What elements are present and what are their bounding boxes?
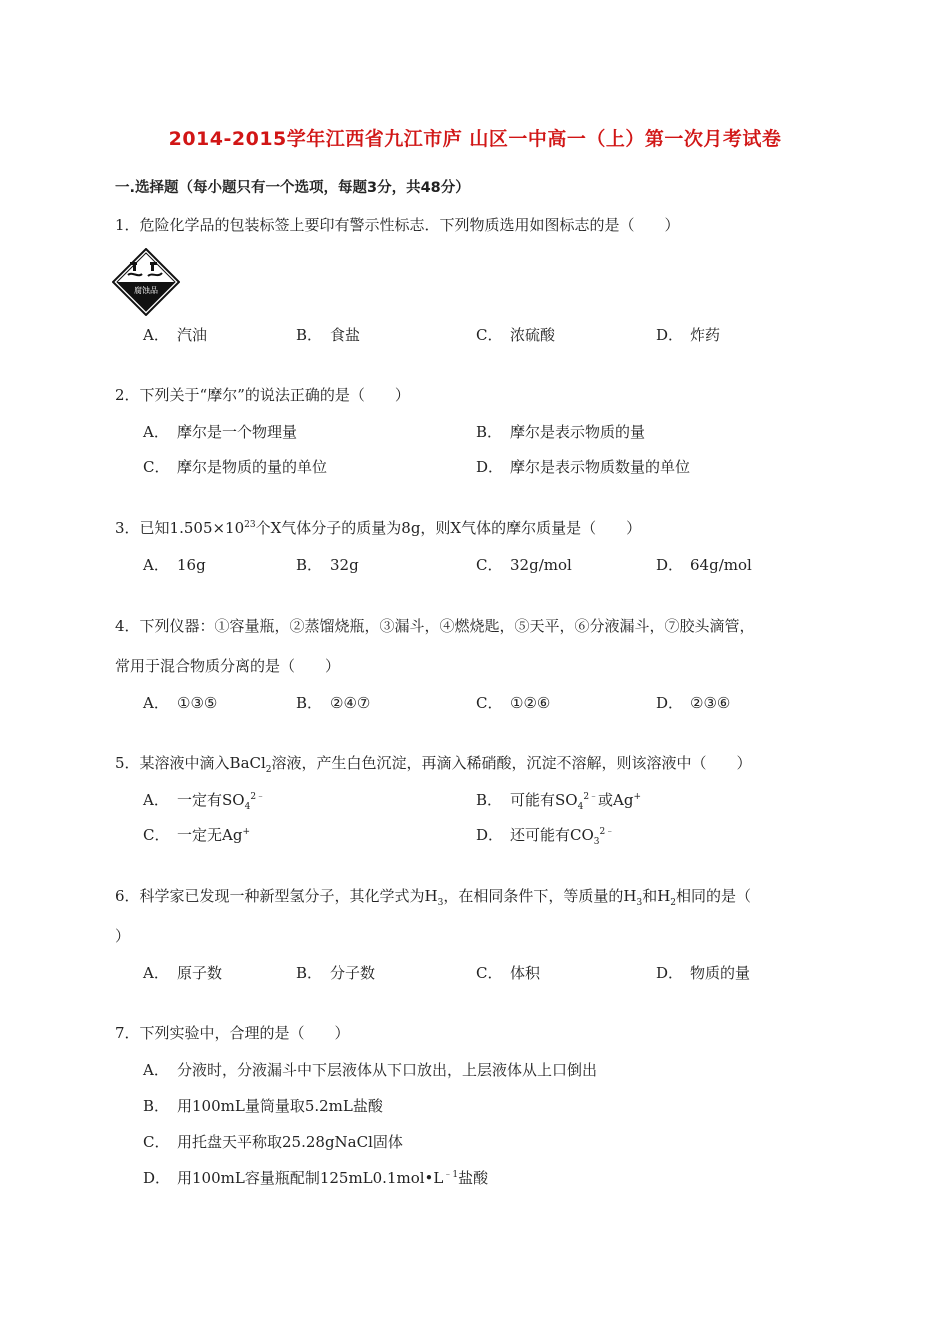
question-4-stem-line1: 4．下列仪器：①容量瓶，②蒸馏烧瓶，③漏斗，④燃烧匙，⑤天平，⑥分液漏斗，⑦胶头滴管， [115,617,755,635]
q3-option-a[interactable]: A． 16g [143,556,206,574]
q6-option-c[interactable]: C． 体积 [476,964,541,982]
q7-option-b[interactable]: B． 用100mL量筒量取5.2mL盐酸 [143,1097,383,1115]
q2-option-a[interactable]: A． 摩尔是一个物理量 [143,423,298,441]
question-5-stem: 5．某溶液中滴入BaCl$_2$溶液，产生白色沉淀，再滴入稀硝酸，沉淀不溶解，则该溶液中（ ） [115,754,752,775]
question-6-stem-line2: ） [115,927,131,945]
q4-option-d[interactable]: D． ②③⑥ [656,694,731,712]
q1-option-a[interactable]: A． 汽油 [143,326,208,344]
hazard-sign-label: 腐蚀品 [134,286,158,295]
q1-option-d[interactable]: D． 炸药 [656,326,721,344]
page-title: 2014-2015学年江西省九江市庐 山区一中高一（上）第一次月考试卷 [168,128,782,150]
question-6-stem: 6．科学家已发现一种新型氢分子，其化学式为$H_3$，在相同条件下，等质量的$H_3$和$H_2$相同的是（ [115,887,752,908]
q6-option-a[interactable]: A． 原子数 [143,964,223,982]
q2-option-b[interactable]: B． 摩尔是表示物质的量 [476,423,646,441]
q4-option-b[interactable]: B． ②④⑦ [296,694,371,712]
q5-option-c[interactable]: C． 一定无Ag+ [143,826,250,844]
corrosive-hazard-sign-icon [112,248,180,316]
q6-option-d[interactable]: D． 物质的量 [656,964,751,982]
q7-option-c[interactable]: C． 用托盘天平称取25.28gNaCl固体 [143,1133,403,1151]
q5-option-b[interactable]: B． 可能有$SO_4^{2﹣}$或Ag+ [476,791,642,812]
q2-option-d[interactable]: D． 摩尔是表示物质数量的单位 [476,458,691,476]
question-1-stem: 1．危险化学品的包装标签上要印有警示性标志．下列物质选用如图标志的是（ ） [115,216,680,234]
q5-option-a[interactable]: A． 一定有$SO_4^{2﹣}$ [143,791,266,812]
q7-option-d[interactable]: D． 用100mL容量瓶配制$125mL0.1mol•L^{﹣1}$盐酸 [143,1169,489,1187]
question-4-stem-line2: 常用于混合物质分离的是（ ） [115,657,341,675]
section-heading: 一.选择题（每小题只有一个选项，每题3分，共48分） [115,180,470,196]
q3-option-d[interactable]: D． 64g/mol [656,556,752,574]
q1-option-b[interactable]: B． 食盐 [296,326,361,344]
q7-option-a[interactable]: A． 分液时，分液漏斗中下层液体从下口放出，上层液体从上口倒出 [143,1061,598,1079]
q5-option-d[interactable]: D． 还可能有$CO_3^{2﹣}$ [476,826,615,847]
q3-option-c[interactable]: C． 32g/mol [476,556,572,574]
q1-option-c[interactable]: C． 浓硫酸 [476,326,556,344]
question-7-stem: 7．下列实验中，合理的是（ ） [115,1024,350,1042]
question-2-stem: 2．下列关于“摩尔”的说法正确的是（ ） [115,386,410,404]
q6-option-b[interactable]: B． 分子数 [296,964,376,982]
q4-option-a[interactable]: A． ①③⑤ [143,694,218,712]
q2-option-c[interactable]: C． 摩尔是物质的量的单位 [143,458,328,476]
q3-option-b[interactable]: B． 32g [296,556,359,574]
q4-option-c[interactable]: C． ①②⑥ [476,694,551,712]
question-3-stem: 3．已知$1.505\times 10^{23}$个X气体分子的质量为8g，则X气体的摩尔质量是（ ） [115,519,642,537]
